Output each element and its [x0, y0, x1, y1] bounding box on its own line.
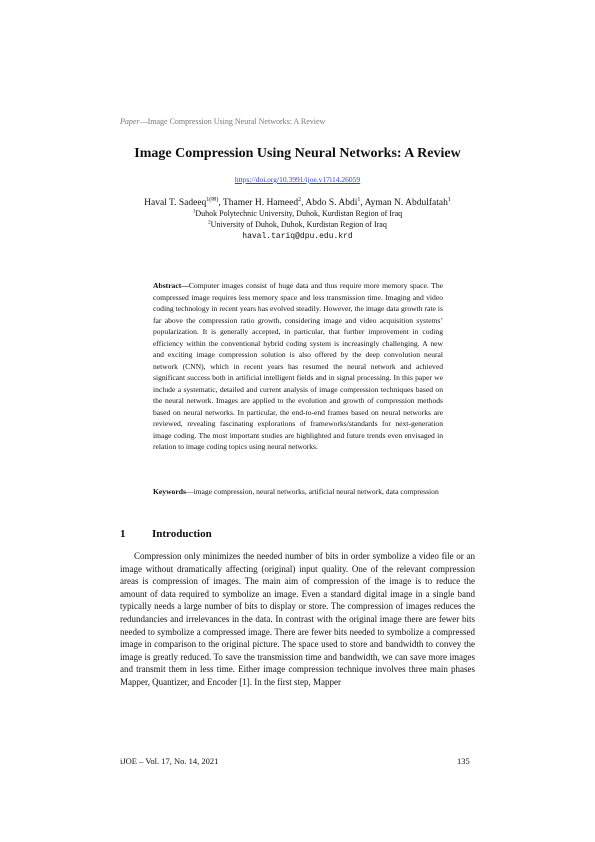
author-separator: , [301, 198, 306, 209]
author-name: Abdo S. Abdi [305, 198, 358, 209]
affiliation-text: University of Duhok, Duhok, Kurdistan Region of Iraq [210, 220, 387, 229]
page-number: 135 [457, 756, 470, 766]
section-number: 1 [120, 528, 126, 540]
author-name: Haval T. Sadeeq [144, 198, 207, 209]
author-name: Thamer H. Hameed [222, 198, 299, 209]
affiliation-text: Duhok Polytechnic University, Duhok, Kurdistan Region of Iraq [195, 209, 403, 218]
author-affil-mark: 2 [298, 197, 302, 203]
abstract-text: Computer images consist of huge data and thus require more memory space. The compressed image requires less memory space and less transmission time. Imaging and video coding technology in recent years has evolved steadily. However, the image data growth rate is far above the compression ratio growth, considering image and video acquisition systems’ popularization. It is generally accepted, in particular, that further improvement in coding efficiency within the conventional hybrid coding system is increasingly challenging. A new and exciting image compression solution is also offered by the deep convolution neural network (CNN), which in recent years has resumed the neural network and achieved significant success both in artificial intelligent fields and in signal processing. In this paper we include a systematic, detailed and current analysis of image compression techniques based on the neural network. Images are applied to the evolution and growth of compression methods based on neural networks. In particular, the end-to-end frames based on neural networks are reviewed, revealing fascinating explorations of frameworks/standards for next-generation image coding. The most important studies are highlighted and future trends even envisaged in relation to image coding topics using neural networks. [153, 281, 443, 451]
affiliation-mark: 2 [208, 220, 211, 226]
abstract [153, 280, 443, 453]
author-affil-mark: 1(✉) [206, 197, 219, 203]
keywords-text: —image compression, neural networks, artificial neural network, data compression [185, 487, 439, 496]
section-title: Introduction [152, 528, 212, 540]
abstract-label: Abstract— [153, 281, 189, 290]
author-affil-mark: 1 [447, 197, 451, 203]
affiliation-mark: 1 [192, 209, 196, 215]
body-paragraph: Compression only minimizes the needed number of bits in order symbolize a video file or an image without dramatically affecting (original) input quality. One of the relevant compression areas is compression of images. The main aim of compression of the image is to reduce the amount of data required to symbolize an image. Even a standard digital image in a single band typically needs a large number of bits to display or store. The compression of images reduces the redundancies and irrelevances in the data. In contrast with the original image there are fewer bits needed to symbolize a compressed image. There are fewer bits needed to symbolize a compressed image in comparison to the original picture. The space used to store and bandwidth to convey the image is greatly reduced. To save the transmission time and bandwidth, we can save more images and transmit them in less time. Either image compression technique involves three main phases Mapper, Quantizer, and Encoder [1]. In the first step, Mapper [120, 551, 475, 687]
running-head-italic: Paper [120, 117, 140, 126]
author-name: Ayman N. Abdulfatah [364, 198, 448, 209]
keywords-label: Keywords [153, 487, 186, 496]
affiliation [0, 220, 595, 229]
author-list [0, 196, 595, 208]
paper-title: Image Compression Using Neural Networks: A Review [134, 146, 461, 161]
running-head-title: —Image Compression Using Neural Networks: A Review [139, 117, 326, 126]
author-email[interactable]: haval.tariq@dpu.edu.krd [242, 232, 353, 241]
author-separator: , [218, 198, 223, 209]
author-affil-mark: 1 [357, 197, 361, 203]
doi-link[interactable]: https://doi.org/10.3991/ijoe.v17i14.26059 [234, 175, 361, 184]
keywords [153, 486, 443, 498]
running-head [120, 117, 325, 126]
affiliation [0, 209, 595, 218]
section-heading [120, 528, 212, 540]
footer-journal: iJOE – Vol. 17, No. 14, 2021 [120, 756, 219, 766]
author-separator: , [360, 198, 365, 209]
